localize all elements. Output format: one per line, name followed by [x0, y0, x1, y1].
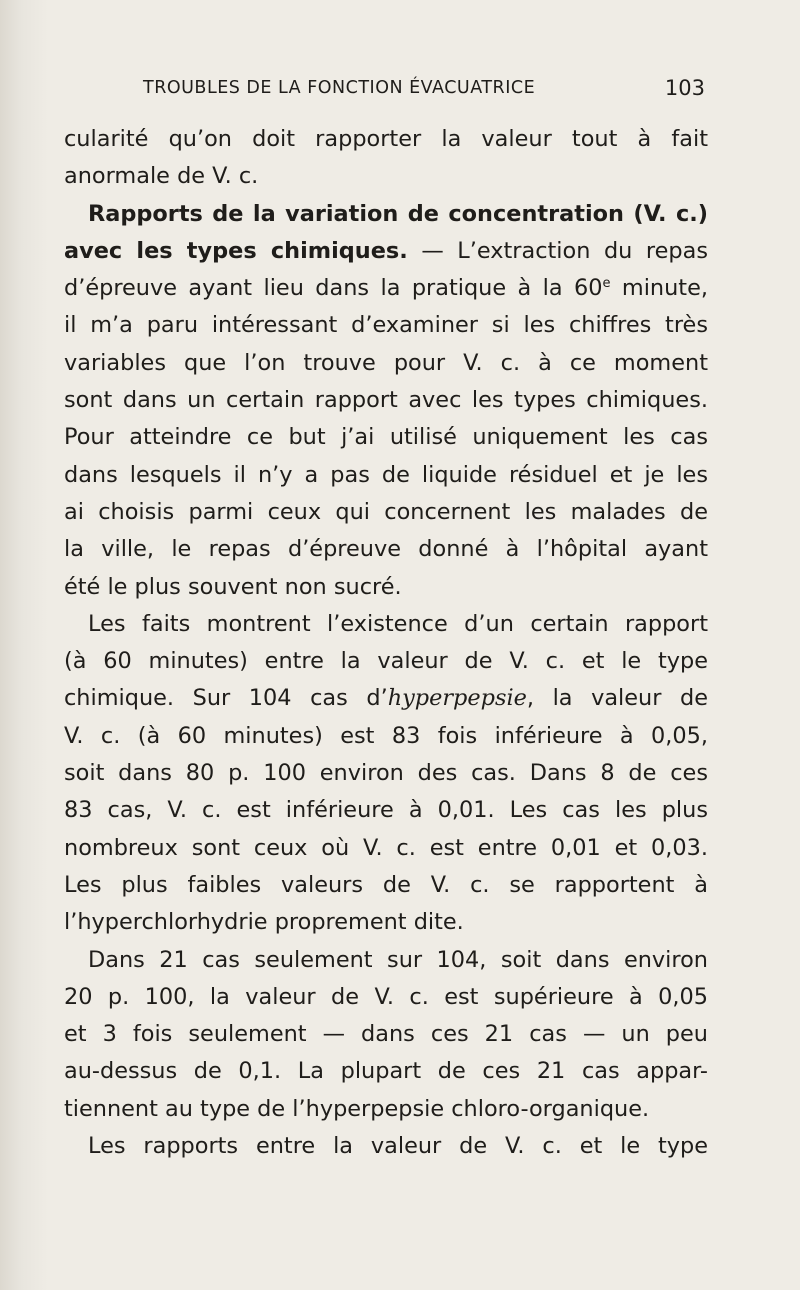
running-title: TROUBLES DE LA FONCTION ÉVACUATRICE: [143, 78, 536, 98]
text-line: nombreux sont ceux où V. c. est entre 0,01 et 0,03.: [64, 834, 708, 861]
text-line: il m’a paru intéressant d’examiner si les chiffres très: [64, 312, 708, 339]
section-heading-continuation: avec les types chimiques.: [64, 237, 408, 264]
italic-term: hyperpepsie: [387, 685, 527, 712]
text-span: chimique. Sur 104 cas d’: [64, 685, 388, 712]
text-line: Pour atteindre ce but j’ai utilisé uniquement les cas: [64, 424, 708, 451]
text-line: ai choisis parmi ceux qui concernent les malades de: [64, 498, 708, 525]
section-heading-line: [64, 196, 708, 233]
text-line: Les rapports entre la valeur de V. c. et le type: [88, 1133, 708, 1160]
text-line: l’hyperchlorhydrie proprement dite.: [64, 909, 464, 936]
text-line: Les faits montrent l’existence d’un certain rapport: [88, 610, 708, 637]
text-span: — L’extraction du repas: [407, 237, 708, 264]
text-span: , la valeur de: [526, 685, 709, 712]
page-header: [143, 78, 705, 106]
text-line: [64, 270, 708, 307]
page-number: 103: [664, 76, 705, 100]
text-line: anormale de V. c.: [64, 163, 259, 190]
text-span: d’épreuve ayant lieu dans la pratique à la 60: [64, 275, 603, 302]
text-line: V. c. (à 60 minutes) est 83 fois inférieure à 0,05,: [64, 722, 708, 749]
text-line: soit dans 80 p. 100 environ des cas. Dans 8 de ces: [64, 760, 708, 787]
text-line: 20 p. 100, la valeur de V. c. est supérieure à 0,05: [64, 983, 708, 1010]
text-line: (à 60 minutes) entre la valeur de V. c. et le type: [64, 648, 708, 675]
text-line: et 3 fois seulement — dans ces 21 cas — un peu: [64, 1021, 708, 1048]
text-line: [64, 680, 708, 717]
text-line: cularité qu’on doit rapporter la valeur tout à fait: [64, 126, 708, 152]
text-span: minute,: [610, 275, 708, 302]
text-line: été le plus souvent non sucré.: [64, 573, 402, 600]
text-line: Dans 21 cas seulement sur 104, soit dans environ: [88, 946, 708, 973]
text-line: variables que l’on trouve pour V. c. à ce moment: [64, 349, 708, 376]
body-text: [64, 121, 708, 1165]
text-line: sont dans un certain rapport avec les types chimiques.: [64, 387, 708, 414]
superscript: e: [602, 276, 611, 292]
text-line: dans lesquels il n’y a pas de liquide résiduel et je les: [64, 461, 708, 488]
text-line: la ville, le repas d’épreuve donné à l’hôpital ayant: [64, 536, 708, 563]
section-heading: Rapports de la variation de concentration (V. c.): [88, 200, 708, 227]
text-line: Les plus faibles valeurs de V. c. se rapportent à: [64, 871, 708, 898]
page-gutter-shadow: [0, 0, 48, 1290]
text-line: 83 cas, V. c. est inférieure à 0,01. Les cas les plus: [64, 797, 708, 824]
text-line: au-dessus de 0,1. La plupart de ces 21 cas appar-: [64, 1058, 708, 1085]
text-line: tiennent au type de l’hyperpepsie chloro-organique.: [64, 1095, 650, 1122]
text-line: [64, 233, 708, 270]
